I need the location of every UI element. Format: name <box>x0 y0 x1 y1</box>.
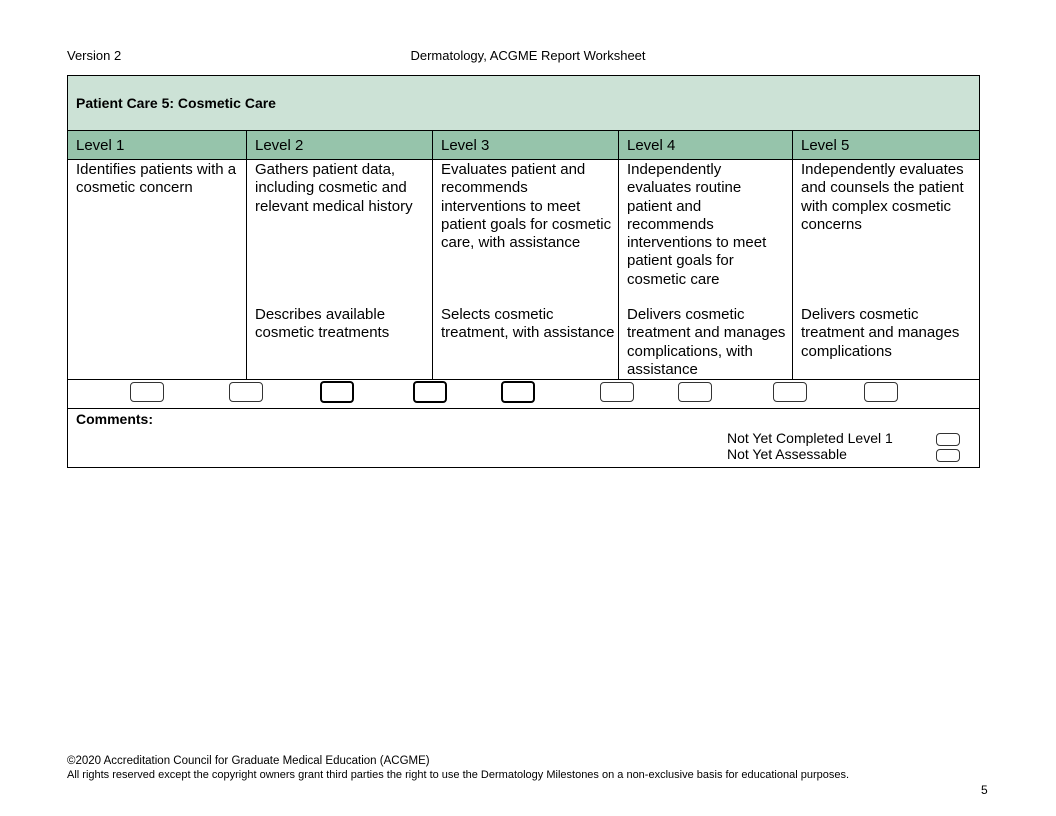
level-2-milestone-b: Describes available cosmetic treatments <box>255 306 390 342</box>
rights-line: All rights reserved except the copyright owners grant third parties the right to use the Dermatology Milestones on a non-exclusive basis for educational purposes. <box>67 769 850 781</box>
column-divider <box>792 131 793 379</box>
not-yet-assessable-checkbox[interactable] <box>936 449 960 462</box>
level-1-milestone-a: Identifies patients with a cosmetic concern <box>76 161 237 197</box>
level-3-header: Level 3 <box>441 137 490 154</box>
not-yet-assessable-label: Not Yet Assessable <box>727 446 847 462</box>
level-4-cell <box>619 160 793 379</box>
not-yet-completed-checkbox[interactable] <box>936 433 960 446</box>
level-1-header: Level 1 <box>76 137 125 154</box>
column-divider <box>432 131 433 379</box>
level-2-cell <box>247 160 433 379</box>
level-3-milestone-a: Evaluates patient and recommends interventions to meet patient goals for cosmetic care, with assistance <box>441 161 612 252</box>
comments-label: Comments: <box>76 411 154 427</box>
subcompetency-title: Patient Care 5: Cosmetic Care <box>68 76 979 131</box>
level-2-header: Level 2 <box>255 137 304 154</box>
level-3-cell <box>433 160 619 379</box>
level-5-cell <box>793 160 979 379</box>
milestone-table <box>67 75 980 468</box>
level-2-milestone-a: Gathers patient data, including cosmetic and relevant medical history <box>255 161 413 215</box>
rating-box-5[interactable] <box>501 381 535 403</box>
level-5-milestone-b: Delivers cosmetic treatment and manages complications <box>801 306 960 360</box>
worksheet-title: Dermatology, ACGME Report Worksheet <box>410 48 646 63</box>
milestone-descriptions <box>68 160 979 379</box>
level-1-cell <box>68 160 247 379</box>
rating-box-3[interactable] <box>320 381 354 403</box>
rating-box-8[interactable] <box>773 382 807 402</box>
not-yet-completed-label: Not Yet Completed Level 1 <box>727 430 893 446</box>
rating-box-4[interactable] <box>413 381 447 403</box>
level-5-milestone-a: Independently evaluates and counsels the patient with complex cosmetic concerns <box>801 161 964 233</box>
level-4-milestone-b: Delivers cosmetic treatment and manages complications, with assistance <box>627 306 786 378</box>
comments-section <box>68 409 979 467</box>
column-divider <box>246 131 247 379</box>
column-divider <box>618 131 619 379</box>
level-4-milestone-a: Independently evaluates routine patient and recommends interventions to meet patient goals for cosmetic care <box>627 161 767 288</box>
level-3-milestone-b: Selects cosmetic treatment, with assistance <box>441 306 615 342</box>
rating-checkbox-row <box>68 379 979 409</box>
rating-box-1[interactable] <box>130 382 164 402</box>
copyright-line: ©2020 Accreditation Council for Graduate Medical Education (ACGME) <box>67 755 430 767</box>
level-header-row <box>68 131 979 160</box>
page-number: 5 <box>981 783 988 797</box>
rating-box-9[interactable] <box>864 382 898 402</box>
level-5-header: Level 5 <box>801 137 850 154</box>
rating-box-2[interactable] <box>229 382 263 402</box>
rating-box-7[interactable] <box>678 382 712 402</box>
level-4-header: Level 4 <box>627 137 676 154</box>
rating-box-6[interactable] <box>600 382 634 402</box>
version-label: Version 2 <box>67 48 122 63</box>
